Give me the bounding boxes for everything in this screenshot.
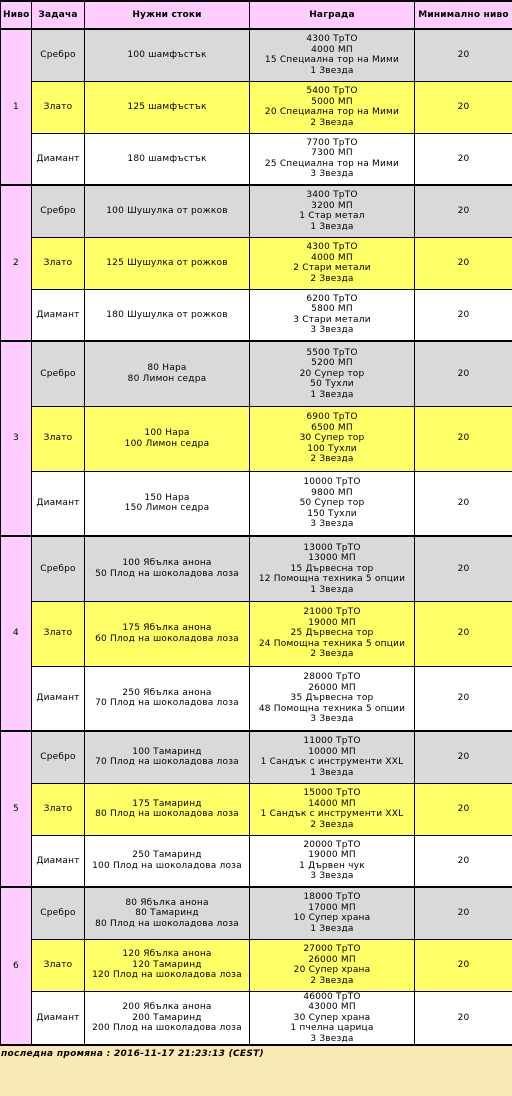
reward-line: 150 Тухли [307,508,357,519]
goods-cell [85,81,250,133]
goods-cell [85,29,250,81]
goods-cell [85,237,250,289]
table-row [1,237,512,289]
table-row [1,406,512,471]
min-level-cell: 20 [415,887,512,939]
goods-line: 200 Плод на шоколадова лоза [92,1023,242,1033]
table-row [1,731,512,783]
reward-line: 30 Супер тор [299,433,365,444]
header-goods: Нужни стоки [85,1,250,29]
header-level: Ниво [1,1,32,29]
task-cell: Диамант [32,289,85,341]
goods-cell [85,133,250,185]
reward-line: 20000 ТрТО [303,839,361,850]
level-number: 2 [1,185,32,341]
task-cell: Диамант [32,133,85,185]
reward-line: 1 Звезда [310,923,354,934]
reward-line: 19000 МП [308,850,356,861]
reward-cell [250,536,415,601]
goods-cell [85,835,250,887]
goods-line: 175 Тамаринд [132,798,202,809]
min-level-cell: 20 [415,471,512,536]
min-level-cell: 20 [415,406,512,471]
goods-line: 80 Лимон седра [127,373,207,384]
min-level-cell: 20 [415,185,512,237]
reward-line: 3 Звезда [310,1033,354,1044]
goods-line: 80 Нара [147,363,187,374]
reward-line: 30 Супер храна [293,1012,371,1023]
reward-line: 1 Звезда [310,65,354,76]
reward-line: 10 Супер храна [293,913,371,924]
task-cell: Сребро [32,341,85,406]
min-level-cell: 20 [415,133,512,185]
task-cell: Злато [32,406,85,471]
goods-line: 80 Плод на шоколадова лоза [95,918,239,929]
reward-line: 11000 ТрТО [303,736,361,747]
table-row [1,81,512,133]
reward-line: 3400 ТрТО [306,190,358,201]
reward-line: 25 Дървесна тор [290,628,374,639]
task-cell: Злато [32,939,85,991]
task-cell: Злато [32,601,85,666]
reward-cell [250,991,415,1045]
reward-cell [250,835,415,887]
goods-line: 120 Плод на шоколадова лоза [92,970,242,981]
table-row [1,185,512,237]
goods-cell [85,887,250,939]
reward-cell [250,783,415,835]
reward-line: 4000 МП [311,44,353,55]
reward-line: 3 Звезда [310,325,354,336]
reward-line: 19000 МП [308,617,356,628]
reward-cell [250,29,415,81]
goods-line: 200 Тамаринд [132,1012,202,1023]
goods-line: 100 Шушулка от рожков [106,206,228,216]
reward-line: 10000 ТрТО [303,477,361,487]
reward-line: 1 Звезда [310,221,354,232]
reward-line: 26000 МП [308,682,356,693]
task-cell: Сребро [32,536,85,601]
goods-line: 175 Ябълка анона [122,623,212,633]
reward-line: 46000 ТрТО [303,991,361,1002]
reward-line: 48 Помощна техника 5 опции [258,703,406,714]
reward-line: 6500 МП [311,422,353,433]
reward-line: 24 Помощна техника 5 опции [258,638,406,649]
goods-cell [85,991,250,1045]
reward-line: 2 Звезда [310,819,354,830]
goods-line: 80 Плод на шоколадова лоза [95,809,239,819]
reward-line: 1 Звезда [310,584,354,595]
table-row [1,991,512,1045]
table-row [1,939,512,991]
goods-line: 80 Ябълка анона [125,897,209,908]
goods-line: 100 Плод на шоколадова лоза [92,860,242,871]
task-cell: Злато [32,81,85,133]
reward-line: 4300 ТрТО [306,34,358,45]
header-reward: Награда [250,1,415,29]
goods-line: 120 Ябълка анона [122,949,212,960]
reward-line: 7700 ТрТО [306,137,358,148]
goods-line: 70 Плод на шоколадова лоза [95,698,239,709]
min-level-cell: 20 [415,601,512,666]
goods-line: 70 Плод на шоколадова лоза [95,757,239,768]
reward-line: 20 Супер тор [299,368,365,379]
min-level-cell: 20 [415,81,512,133]
goods-line: 150 Нара [144,492,190,503]
reward-cell [250,406,415,471]
min-level-cell: 20 [415,341,512,406]
reward-line: 1 Стар метал [299,211,365,222]
reward-line: 5800 МП [311,304,353,315]
goods-line: 80 Тамаринд [135,908,199,918]
reward-cell [250,341,415,406]
reward-line: 50 Тухли [310,379,354,389]
goods-cell [85,536,250,601]
goods-cell [85,471,250,536]
reward-line: 26000 МП [308,954,356,965]
table-row [1,835,512,887]
task-cell: Диамант [32,991,85,1045]
goods-cell [85,666,250,731]
table-row [1,783,512,835]
reward-line: 5400 ТрТО [306,86,358,96]
min-level-cell: 20 [415,939,512,991]
reward-line: 10000 МП [308,746,356,757]
goods-line: 50 Плод на шоколадова лоза [95,568,239,579]
task-cell: Диамант [32,471,85,536]
reward-line: 4300 ТрТО [306,242,358,252]
reward-line: 15 Специална тор на Мими [264,55,400,66]
min-level-cell: 20 [415,237,512,289]
goods-line: 100 Нара [144,428,190,438]
min-level-cell: 20 [415,783,512,835]
reward-line: 5500 ТрТО [306,347,358,358]
reward-line: 6200 ТрТО [306,293,358,304]
min-level-cell: 20 [415,666,512,731]
goods-line: 125 Шушулка от рожков [106,257,228,268]
reward-line: 4000 МП [311,252,353,263]
task-cell: Сребро [32,731,85,783]
reward-cell [250,237,415,289]
reward-line: 7300 МП [311,148,353,159]
reward-line: 43000 МП [308,1002,356,1012]
table-row [1,133,512,185]
level-number: 5 [1,731,32,887]
header-row [1,1,512,29]
goods-line: 100 Ябълка анона [122,558,212,569]
goods-cell [85,185,250,237]
reward-line: 1 Дървен чук [299,860,365,871]
task-cell: Диамант [32,835,85,887]
reward-line: 5000 МП [311,96,353,107]
goods-cell [85,289,250,341]
reward-cell [250,289,415,341]
goods-line: 180 Шушулка от рожков [106,309,228,320]
goods-line: 150 Лимон седра [124,503,210,514]
reward-line: 13000 ТрТО [303,542,361,553]
reward-cell [250,601,415,666]
goods-line: 200 Ябълка анона [122,1002,212,1012]
reward-cell [250,81,415,133]
reward-line: 2 Звезда [310,975,354,986]
task-cell: Сребро [32,887,85,939]
reward-line: 50 Супер тор [299,498,365,508]
reward-line: 1 Сандък с инструменти XXL [260,757,404,768]
reward-line: 25 Специална тор на Мими [264,158,400,169]
goods-cell [85,341,250,406]
goods-line: 250 Тамаринд [132,850,202,861]
min-level-cell: 20 [415,536,512,601]
reward-line: 21000 ТрТО [303,607,361,618]
task-cell: Сребро [32,185,85,237]
goods-line: 125 шамфъстък [127,101,207,112]
reward-line: 3200 МП [311,200,353,211]
reward-line: 20 Специална тор на Мими [264,107,400,117]
goods-cell [85,731,250,783]
reward-cell [250,666,415,731]
min-level-cell: 20 [415,991,512,1045]
reward-line: 28000 ТрТО [303,672,361,682]
goods-line: 120 Тамаринд [132,959,202,970]
reward-line: 1 Звезда [310,389,354,400]
table-row [1,666,512,731]
reward-line: 12 Помощна техника 5 опции [258,574,406,584]
table-row [1,601,512,666]
min-level-cell: 20 [415,29,512,81]
reward-line: 27000 ТрТО [303,944,361,954]
reward-line: 3 Стари метали [293,314,371,325]
reward-line: 1 пчелна царица [290,1023,374,1033]
goods-cell [85,783,250,835]
reward-line: 3 Звезда [310,519,354,529]
goods-cell [85,939,250,991]
level-number: 4 [1,536,32,731]
reward-line: 3 Звезда [310,714,354,724]
reward-line: 3 Звезда [310,169,354,180]
level-number: 3 [1,341,32,536]
goods-cell [85,601,250,666]
goods-line: 60 Плод на шоколадова лоза [95,633,239,644]
goods-line: 250 Ябълка анона [122,687,212,698]
table-row [1,887,512,939]
reward-cell [250,471,415,536]
reward-line: 9800 МП [311,487,353,498]
task-cell: Диамант [32,666,85,731]
reward-cell [250,731,415,783]
level-number: 6 [1,887,32,1045]
reward-cell [250,887,415,939]
min-level-cell: 20 [415,289,512,341]
reward-line: 1 Сандък с инструменти XXL [260,809,404,819]
reward-line: 100 Тухли [307,443,357,454]
reward-line: 13000 МП [308,553,356,563]
min-level-cell: 20 [415,731,512,783]
goods-line: 100 шамфъстък [127,50,207,60]
task-cell: Злато [32,783,85,835]
reward-line: 35 Дървесна тор [290,693,374,703]
reward-cell [250,185,415,237]
reward-line: 3 Звезда [310,871,354,882]
min-level-cell: 20 [415,835,512,887]
last-modified: последна промяна : 2016-11-17 21:23:13 (CEST) [1,1049,264,1059]
reward-line: 17000 МП [308,902,356,913]
reward-line: 6900 ТрТО [306,412,358,423]
reward-line: 1 Звезда [310,767,354,778]
header-task: Задача [32,1,85,29]
reward-cell [250,939,415,991]
table-row [1,471,512,536]
goods-line: 100 Тамаринд [132,746,202,757]
reward-cell [250,133,415,185]
table-row [1,289,512,341]
goods-cell [85,406,250,471]
reward-line: 2 Стари метали [293,263,371,273]
reward-line: 14000 МП [308,798,356,809]
reward-line: 20 Супер храна [293,965,371,975]
reward-line: 2 Звезда [310,649,354,660]
header-min-level: Минимално ниво [415,1,512,29]
reward-line: 15000 ТрТО [303,788,361,798]
table-row [1,341,512,406]
reward-line: 18000 ТрТО [303,892,361,903]
reward-line: 2 Звезда [310,273,354,284]
table-row [1,536,512,601]
table-row [1,29,512,81]
reward-line: 2 Звезда [310,117,354,128]
goods-line: 100 Лимон седра [124,438,210,449]
task-cell: Сребро [32,29,85,81]
goods-line: 180 шамфъстък [127,153,207,164]
reward-line: 5200 МП [311,358,353,368]
task-cell: Злато [32,237,85,289]
level-number: 1 [1,29,32,185]
reward-line: 2 Звезда [310,454,354,465]
reward-line: 15 Дървесна тор [290,563,374,574]
